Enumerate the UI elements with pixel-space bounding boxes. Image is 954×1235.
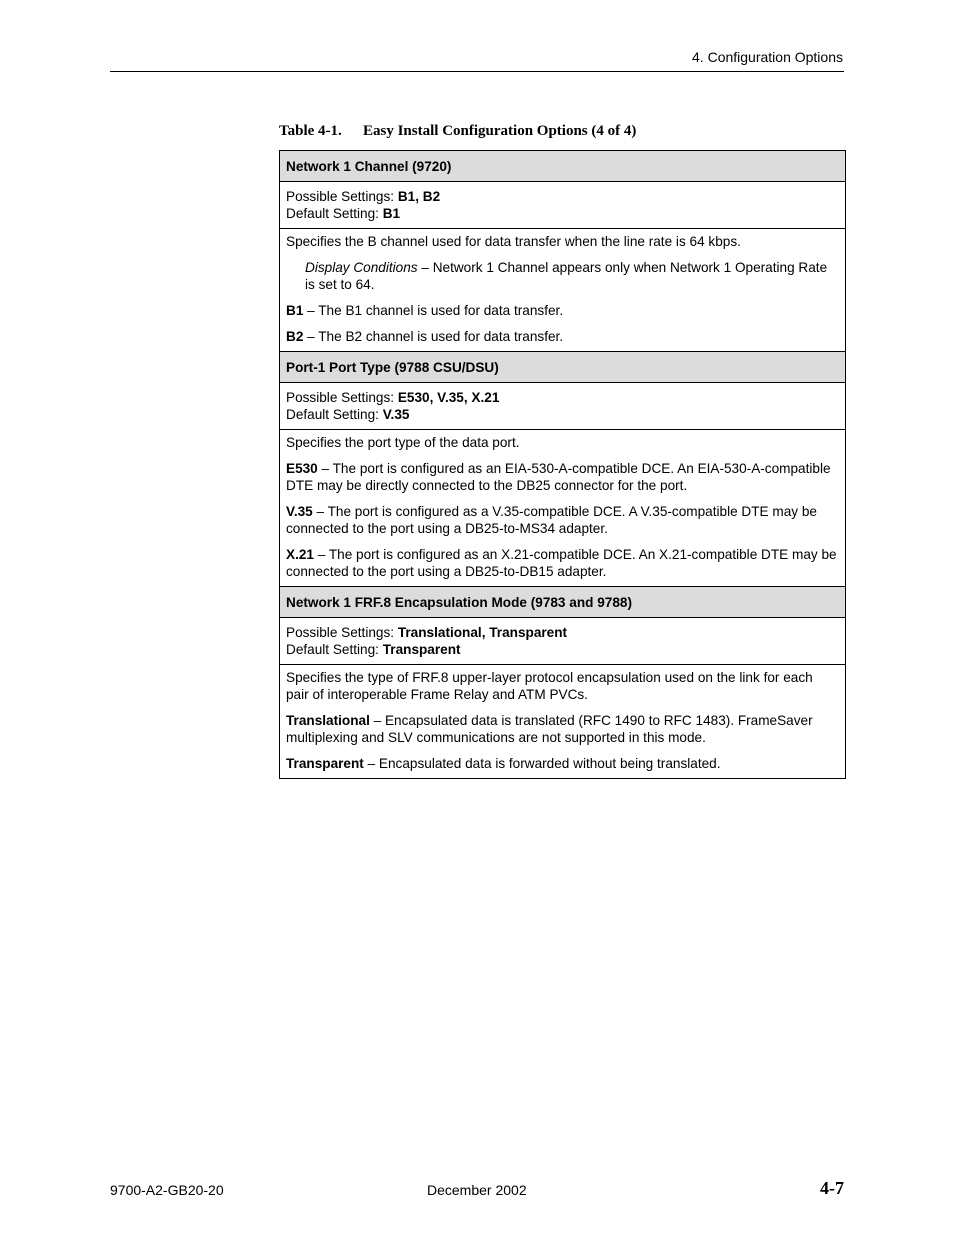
settings-cell xyxy=(280,618,846,665)
display-conditions: Display Conditions – Network 1 Channel appears only when Network 1 Operating Rate is set to 64. xyxy=(305,260,828,292)
settings-row xyxy=(280,618,846,665)
description-cell xyxy=(280,430,846,587)
option-header-row xyxy=(280,587,846,618)
header-rule xyxy=(110,71,844,72)
setting-item: Translational – Encapsulated data is translated (RFC 1490 to RFC 1483). FrameSaver multiplexing and SLV communications are not supported in this mode. xyxy=(286,713,813,745)
settings-cell xyxy=(280,383,846,430)
description-row xyxy=(280,229,846,352)
option-title: Port-1 Port Type (9788 CSU/DSU) xyxy=(280,352,846,383)
table-caption-title: Easy Install Configuration Options (4 of 4) xyxy=(363,123,637,139)
default-setting: Default Setting: B1 xyxy=(286,206,401,221)
possible-settings: Possible Settings: Translational, Transparent xyxy=(286,625,568,640)
settings-cell xyxy=(280,182,846,229)
description-cell xyxy=(280,229,846,352)
setting-term: E530 xyxy=(286,461,318,476)
footer-doc-number: 9700-A2-GB20-20 xyxy=(110,1182,224,1198)
possible-values: B1, B2 xyxy=(397,189,441,204)
possible-values: Translational, Transparent xyxy=(397,625,568,640)
settings-row xyxy=(280,182,846,229)
possible-settings: Possible Settings: B1, B2 xyxy=(286,189,441,204)
default-setting: Default Setting: Transparent xyxy=(286,642,461,657)
option-title: Network 1 Channel (9720) xyxy=(280,151,846,182)
running-header: 4. Configuration Options xyxy=(692,49,843,65)
description-row xyxy=(280,665,846,779)
description-row xyxy=(280,430,846,587)
settings-row xyxy=(280,383,846,430)
description-intro: Specifies the port type of the data port. xyxy=(286,435,520,450)
setting-item: B1 – The B1 channel is used for data transfer. xyxy=(286,303,564,318)
default-value: Transparent xyxy=(382,642,461,657)
setting-term: B1 xyxy=(286,303,304,318)
configuration-options-table xyxy=(279,150,846,779)
setting-term: X.21 xyxy=(286,547,314,562)
possible-values: E530, V.35, X.21 xyxy=(397,390,500,405)
setting-item: X.21 – The port is configured as an X.21-compatible DCE. An X.21-compatible DTE may be connected to the port using a DB25-to-DB15 adapter. xyxy=(286,547,837,579)
option-header-row xyxy=(280,352,846,383)
setting-item: E530 – The port is configured as an EIA-530-A-compatible DCE. An EIA-530-A-compatible DTE may be directly connected to the DB25 connector for the port. xyxy=(286,461,831,493)
description-cell xyxy=(280,665,846,779)
default-setting: Default Setting: V.35 xyxy=(286,407,410,422)
setting-item: B2 – The B2 channel is used for data transfer. xyxy=(286,329,564,344)
setting-term: Transparent xyxy=(286,756,364,771)
setting-term: B2 xyxy=(286,329,304,344)
display-conditions-label: Display Conditions xyxy=(305,260,418,275)
description-intro: Specifies the B channel used for data transfer when the line rate is 64 kbps. xyxy=(286,234,741,249)
setting-term: Translational xyxy=(286,713,370,728)
table-caption xyxy=(279,123,636,140)
possible-settings: Possible Settings: E530, V.35, X.21 xyxy=(286,390,500,405)
description-intro: Specifies the type of FRF.8 upper-layer protocol encapsulation used on the link for each pair of interoperable Frame Relay and ATM PVCs. xyxy=(286,670,813,702)
default-value: V.35 xyxy=(382,407,410,422)
table-caption-number: Table 4-1. xyxy=(279,123,342,139)
option-title: Network 1 FRF.8 Encapsulation Mode (9783 and 9788) xyxy=(280,587,846,618)
setting-item: V.35 – The port is configured as a V.35-compatible DCE. A V.35-compatible DTE may be connected to the port using a DB25-to-MS34 adapter. xyxy=(286,504,817,536)
default-value: B1 xyxy=(382,206,401,221)
footer-date: December 2002 xyxy=(427,1182,527,1198)
option-header-row xyxy=(280,151,846,182)
page-number: 4-7 xyxy=(820,1178,844,1198)
setting-term: V.35 xyxy=(286,504,313,519)
setting-item: Transparent – Encapsulated data is forwarded without being translated. xyxy=(286,756,721,771)
